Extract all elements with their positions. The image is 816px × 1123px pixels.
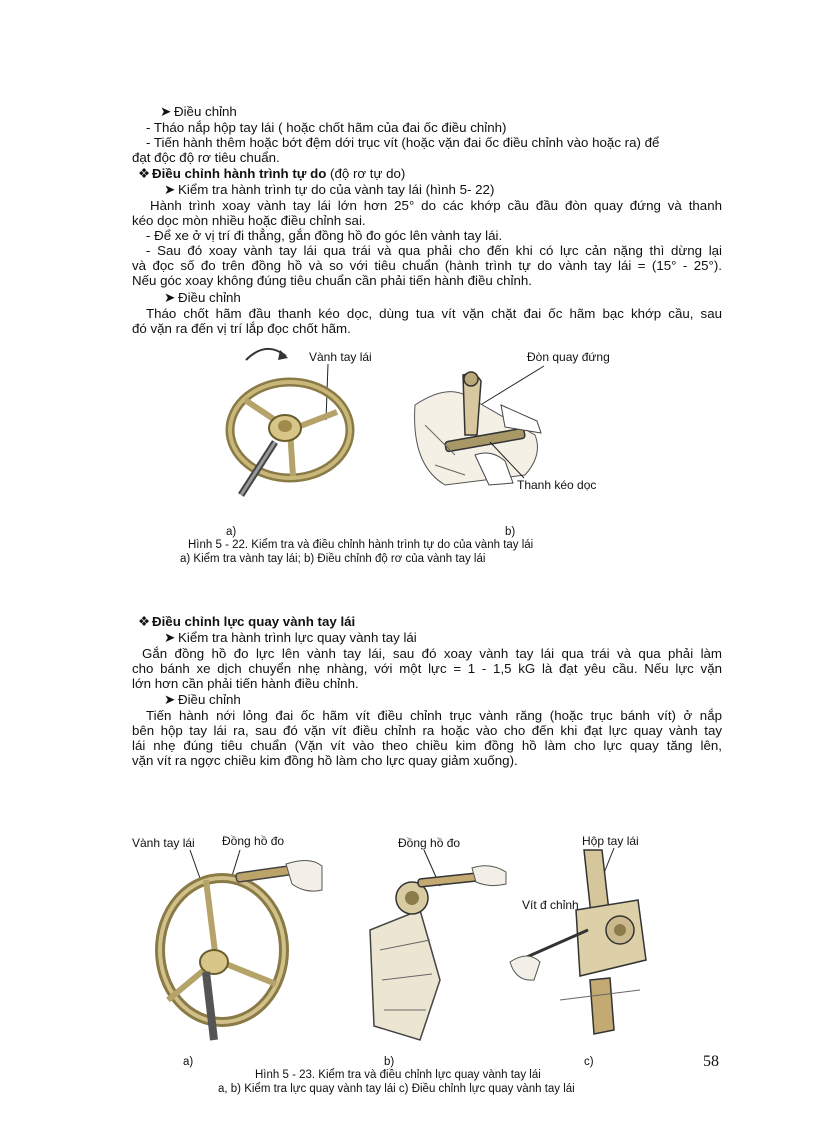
diamond-bullet-icon: ❖ [138, 166, 150, 181]
adjust-heading-3: ➤ Điều chỉnh [164, 692, 241, 707]
label-steering-box: Hộp tay lái [582, 834, 639, 848]
text-line: - Sau đó xoay vành tay lái qua trái và qua phải cho đến khi có lực cản nặng thì dừng lại [146, 243, 722, 258]
text-line: đó vặn ra đến vị trí lắp đọc chốt hãm. [132, 321, 351, 336]
text-line: và đọc số đo trên đồng hồ và so với tiêu chuẩn (hành trình tự do vành tay lái = (15° - 25°). [132, 258, 722, 273]
label-force-gauge-a: Đồng hồ đo [222, 834, 285, 848]
steering-wheel-illustration [215, 370, 360, 500]
figure-caption: Hình 5 - 23. Kiểm tra và điều chỉnh lực quay vành tay lái [255, 1069, 541, 1081]
figure-caption-sub: a) Kiểm tra vành tay lái; b) Điều chỉnh độ rơ của vành tay lái [180, 553, 486, 565]
figure-caption: Hình 5 - 22. Kiểm tra và điều chỉnh hành trình tự do của vành tay lái [188, 539, 534, 551]
arrowhead-bullet-icon: ➤ [164, 290, 176, 305]
arrowhead-bullet-icon: ➤ [160, 104, 172, 119]
label-drag-link: Thanh kéo dọc [517, 478, 597, 492]
label-force-gauge-b: Đồng hồ đo [398, 836, 461, 850]
subfigure-label-a: a) [226, 526, 237, 538]
text-line: Tháo chốt hãm đầu thanh kéo dọc, dùng tua vít vặn chặt đai ốc hãm bạc khớp cầu, sau [146, 306, 722, 321]
text-line: vặn vít ra ngợc chiều kim đồng hồ làm cho lực quay giảm xuống). [132, 753, 518, 768]
steering-box-force-gauge-illustration [360, 850, 510, 1045]
steering-wheel-force-gauge-illustration [150, 850, 325, 1045]
label-steering-wheel: Vành tay lái [132, 836, 195, 850]
section-heading-free-play: ❖ Điều chỉnh hành trình tự do (độ rơ tự do) [138, 166, 406, 181]
steering-box-adjustment-illustration [510, 850, 660, 1045]
arrowhead-bullet-icon: ➤ [164, 630, 176, 645]
text-line: đạt độc độ rơ tiêu chuẩn. [132, 150, 280, 165]
section-heading-steering-force: ❖ Điều chỉnh lực quay vành tay lái [138, 614, 356, 629]
check-heading-steering-force: ➤ Kiểm tra hành trình lực quay vành tay lái [164, 630, 417, 645]
text-line: lớn hơn cần phải tiến hành điều chỉnh. [132, 676, 359, 691]
rotate-arrow-icon [240, 342, 292, 366]
adjust-heading-2: ➤ Điều chỉnh [164, 290, 241, 305]
text-line: Gắn đồng hồ đo lực lên vành tay lái, sau đó xoay vành tay lái qua trái và qua phải làm [142, 646, 722, 661]
text-line: - Tiến hành thêm hoặc bớt đệm dới trục vít (hoặc vặn đai ốc điều chỉnh vào hoặc ra) để [146, 135, 660, 150]
adjust-heading-1: ➤ Điều chỉnh [160, 104, 237, 119]
leader-line [488, 440, 528, 480]
diamond-bullet-icon: ❖ [138, 614, 150, 629]
text-line: lái nhẹ đúng tiêu chuẩn (Vặn vít vào theo chiều kim đồng hồ làm cho lực quay tăng lên, [132, 738, 722, 753]
text-line: - Tháo nắp hộp tay lái ( hoặc chốt hãm của đai ốc điều chỉnh) [146, 120, 507, 135]
subfigure-label-a: a) [183, 1056, 194, 1068]
arrowhead-bullet-icon: ➤ [164, 692, 176, 707]
subfigure-label-b: b) [384, 1056, 395, 1068]
subfigure-label-c: c) [584, 1056, 594, 1068]
text-line: bên hộp tay lái ra, sau đó vặn vít điều chỉnh ra hoặc vào cho đến khi đạt lực quay vành tay [132, 723, 722, 738]
text-line: Hành trình xoay vành tay lái lớn hơn 25° do các khớp cầu đầu đòn quay đứng và thanh [150, 198, 722, 213]
check-heading-free-play: ➤ Kiểm tra hành trình tự do của vành tay lái (hình 5- 22) [164, 182, 495, 197]
arrowhead-bullet-icon: ➤ [164, 182, 176, 197]
text-line: - Để xe ở vị trí đi thẳng, gắn đồng hồ đo góc lên vành tay lái. [146, 228, 503, 243]
figure-caption-sub: a, b) Kiểm tra lực quay vành tay lái c) Điều chỉnh lực quay vành tay lái [218, 1083, 575, 1095]
text-line: Tiến hành nới lỏng đai ốc hãm vít điều chỉnh trục vành răng (hoặc trục bánh vít) ở nắp [146, 708, 722, 723]
text-line: kéo dọc mòn nhiều hoặc điều chỉnh sai. [132, 213, 366, 228]
label-pitman-arm: Đòn quay đứng [527, 350, 610, 364]
label-adjusting-screw: Vít đ chỉnh [522, 898, 579, 912]
page-number: 58 [703, 1053, 719, 1070]
text-line: cho bánh xe dịch chuyển nhẹ nhàng, với một lực = 1 - 1,5 kG là đạt yêu cầu. Nếu lực vặn [132, 661, 722, 676]
text-line: Nếu góc xoay không đúng tiêu chuẩn cần phải tiến hành điều chỉnh. [132, 273, 532, 288]
label-steering-wheel: Vành tay lái [309, 350, 372, 364]
subfigure-label-b: b) [505, 526, 516, 538]
